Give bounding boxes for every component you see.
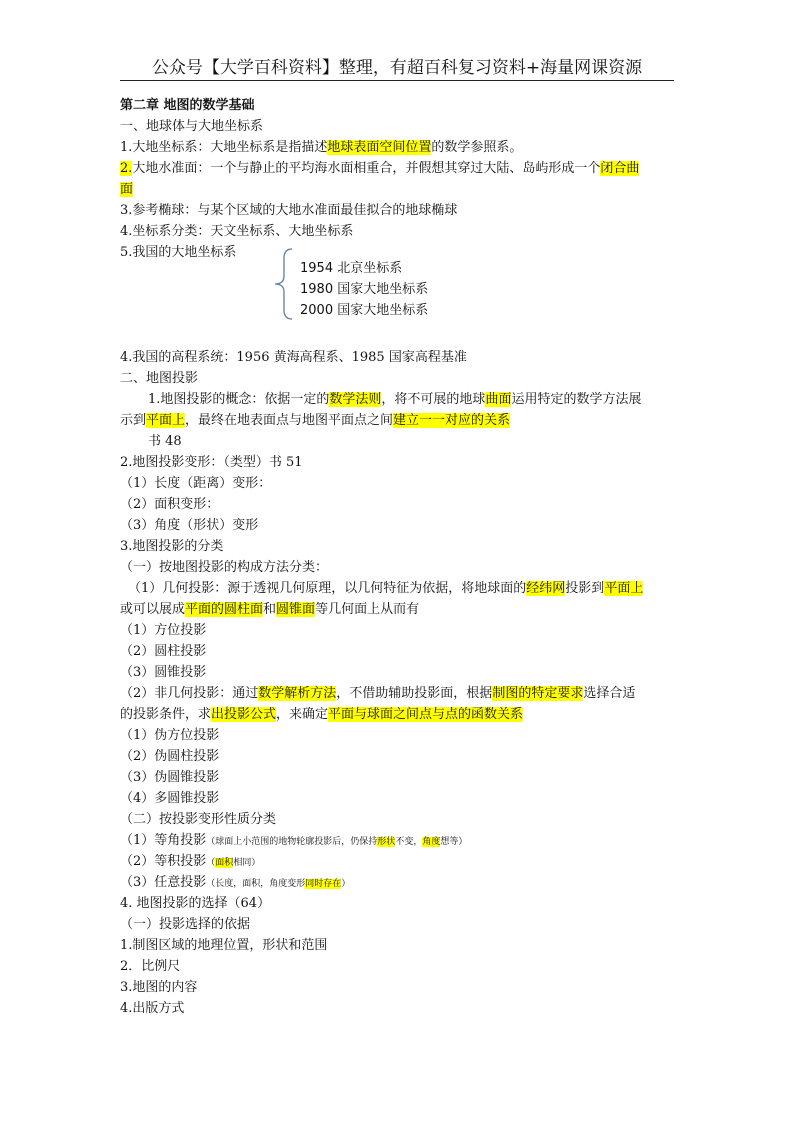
paragraph-continued [120, 599, 680, 620]
highlight: 曲面 [485, 392, 512, 407]
paragraph [120, 158, 680, 179]
text: ，最终在地表面点与地图平面点之间 [185, 413, 394, 428]
highlight: 形状 [377, 837, 396, 847]
text: （3）任意投影 [120, 875, 207, 890]
text: （1）几何投影：源于透视几何原理，以几何特征为依据，将地球面的 [128, 581, 527, 596]
coordinate-systems-list [300, 258, 428, 321]
paragraph-continued [120, 704, 680, 725]
paragraph [120, 683, 680, 704]
list-item: 3.地图的内容 [120, 980, 198, 995]
text: 大地水准面：一个与静止的平均海水面相重合，并假想其穿过大陆、岛屿形成一个 [132, 161, 601, 176]
paragraph: 3.参考椭球：与某个区域的大地水准面最佳拟合的地球椭球 [120, 203, 458, 218]
highlight: 数学解析方法 [258, 686, 337, 701]
header-rule [120, 80, 674, 81]
page-header: 公众号【大学百科资料】整理，有超百科复习资料+海量网课资源 [151, 58, 643, 78]
highlight: 经纬网 [526, 581, 566, 596]
note: 相同） [233, 858, 261, 868]
paragraph: 4.坐标系分类：天文坐标系、大地坐标系 [120, 224, 354, 239]
highlight: 制图的特定要求 [492, 686, 584, 701]
list-item: 1954 北京坐标系 [300, 261, 403, 276]
note: 想等） [440, 837, 468, 847]
highlight: 建立一一对应的关系 [393, 413, 511, 428]
note: （ [206, 858, 216, 868]
text: 投影到 [565, 581, 605, 596]
list-item: （1）长度（距离）变形： [120, 476, 272, 491]
list-item: （3）圆锥投影 [120, 665, 207, 680]
highlight: 出投影公式 [211, 707, 277, 722]
highlight: 平面上 [604, 581, 644, 596]
text: （2）非几何投影：通过 [120, 686, 259, 701]
text: 示到 [120, 413, 147, 428]
note: ） [341, 879, 351, 889]
highlight: 面积 [215, 858, 234, 868]
list-item: 4.出版方式 [120, 1001, 185, 1016]
paragraph [120, 137, 680, 158]
paragraph-continued [120, 410, 680, 431]
subheading: （一）投影选择的依据 [120, 917, 251, 932]
list-item: （1）方位投影 [120, 623, 207, 638]
highlight: 平面上 [146, 413, 186, 428]
text: 和 [263, 602, 277, 617]
subheading: （二）按投影变形性质分类 [120, 812, 277, 827]
text: 选择合适 [583, 686, 636, 701]
text: 1.地图投影的概念：依据一定的 [148, 392, 330, 407]
list-item: （4）多圆锥投影 [120, 791, 220, 806]
list-item: 1.制图区域的地理位置，形状和范围 [120, 938, 328, 953]
highlight: 数学法则 [329, 392, 382, 407]
chapter-title: 第二章 地图的数学基础 [120, 98, 255, 113]
list-item [120, 851, 680, 872]
note: （球面上小范围的地物轮廓投影后，仍保持 [206, 837, 378, 847]
paragraph [120, 578, 680, 599]
curly-brace-icon [272, 248, 294, 320]
paragraph: 3.地图投影的分类 [120, 539, 224, 554]
list-item: （1）伪方位投影 [120, 728, 220, 743]
subheading: （一）按地图投影的构成方法分类： [120, 560, 329, 575]
list-item [120, 872, 680, 893]
highlight: 角度 [422, 837, 441, 847]
text: （1）等角投影 [120, 833, 207, 848]
paragraph: 4.我国的高程系统：1956 黄海高程系、1985 国家高程基准 [120, 350, 467, 365]
paragraph [120, 389, 680, 410]
paragraph-continued [120, 179, 680, 200]
note: 不变， [395, 837, 423, 847]
document-body [120, 95, 680, 1019]
paragraph: 5.我国的大地坐标系 [120, 245, 237, 260]
highlight: 面 [120, 182, 134, 197]
section-heading: 二、地图投影 [120, 371, 199, 386]
paragraph: 4. 地图投影的选择（64） [120, 896, 271, 911]
text: 运用特定的数学方法展 [511, 392, 642, 407]
list-item: （3）伪圆锥投影 [120, 770, 220, 785]
list-item: （2）伪圆柱投影 [120, 749, 220, 764]
section-heading: 一、地球体与大地坐标系 [120, 119, 264, 134]
book-reference: 书 48 [148, 434, 182, 449]
list-item: 2．比例尺 [120, 959, 181, 974]
list-item: 1980 国家大地坐标系 [300, 282, 429, 297]
list-item: 2000 国家大地坐标系 [300, 303, 429, 318]
highlight: 闭合曲 [600, 161, 640, 176]
text: 等几何面上从而有 [315, 602, 420, 617]
text: ，来确定 [276, 707, 329, 722]
text: 的投影条件，求 [120, 707, 212, 722]
list-item: （2）面积变形： [120, 497, 220, 512]
highlight: 同时存在 [305, 879, 342, 889]
highlight: 2. [120, 161, 133, 176]
text: 1.大地坐标系：大地坐标系是指描述 [120, 140, 328, 155]
list-item: （2）圆柱投影 [120, 644, 207, 659]
note: （长度，面积，角度变形 [206, 879, 306, 889]
list-item: （3）角度（形状）变形 [120, 518, 259, 533]
text: ，不借助辅助投影面，根据 [336, 686, 493, 701]
paragraph: 2.地图投影变形：（类型）书 51 [120, 455, 303, 470]
text: 或可以展成 [120, 602, 186, 617]
highlight: 平面与球面之间点与点的函数关系 [328, 707, 524, 722]
text: （2）等积投影 [120, 854, 207, 869]
highlight: 地球表面空间位置 [327, 140, 432, 155]
text: ，将不可展的地球 [381, 392, 486, 407]
list-item [120, 830, 680, 851]
highlight: 平面的圆柱面 [185, 602, 264, 617]
highlight: 圆锥面 [276, 602, 316, 617]
text: 的数学参照系。 [431, 140, 523, 155]
